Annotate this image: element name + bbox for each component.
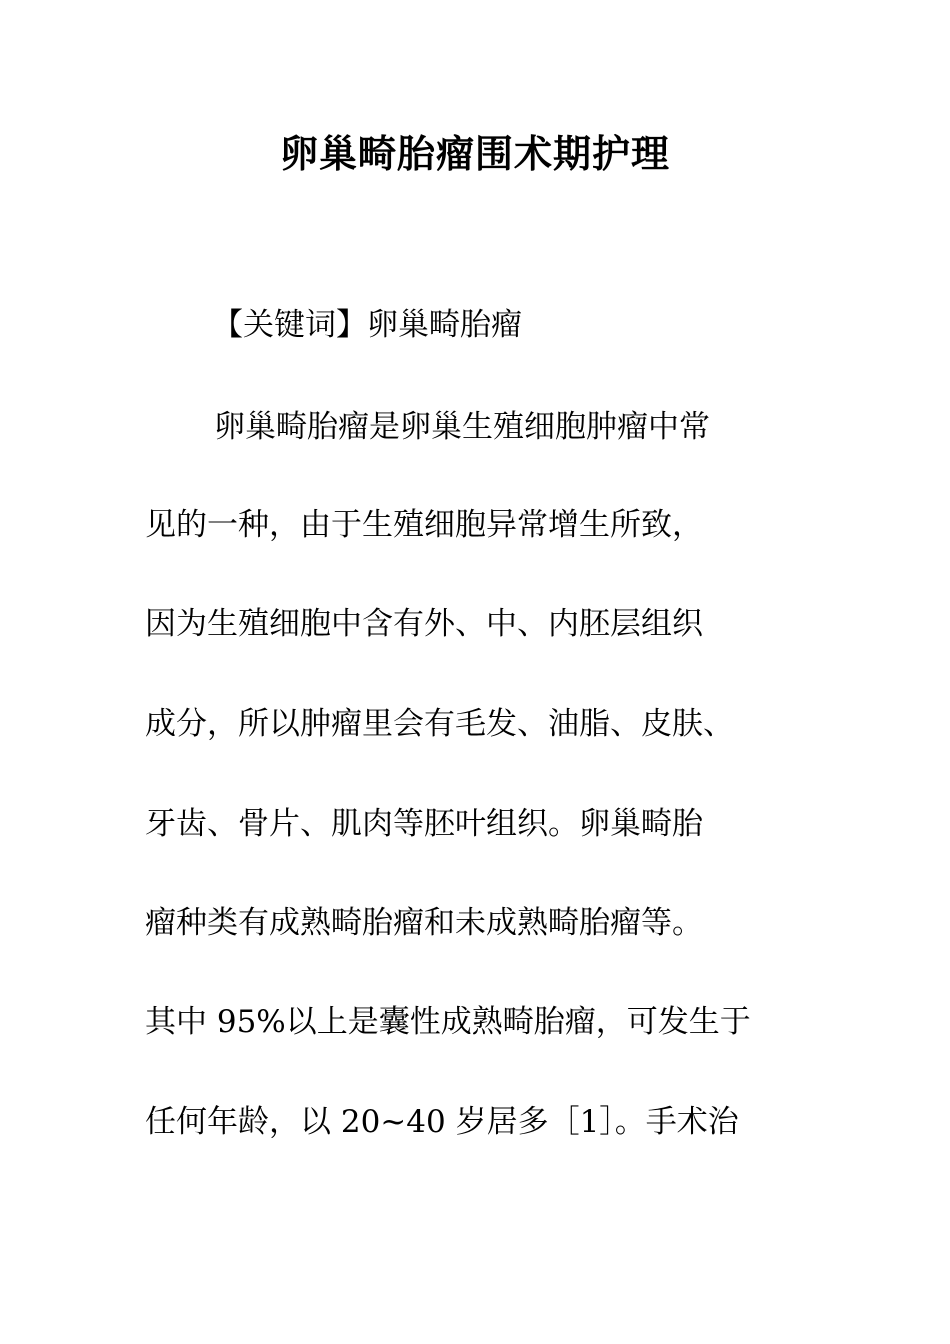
paragraph-line-8: 任何年龄，以 20~40 岁居多［1］。手术治	[145, 1104, 739, 1140]
paragraph-line-1: 卵巢畸胎瘤是卵巢生殖细胞肿瘤中常	[214, 409, 710, 445]
document-title: 卵巢畸胎瘤围术期护理	[279, 131, 670, 176]
paragraph-line-5: 牙齿、骨片、肌肉等胚叶组织。卵巢畸胎	[145, 806, 703, 842]
paragraph-line-4: 成分，所以肿瘤里会有毛发、油脂、皮肤、	[145, 706, 734, 742]
paragraph-line-3: 因为生殖细胞中含有外、中、内胚层组织	[145, 606, 703, 642]
paragraph-line-6: 瘤种类有成熟畸胎瘤和未成熟畸胎瘤等。	[145, 905, 703, 941]
paragraph-line-2: 见的一种，由于生殖细胞异常增生所致，	[145, 507, 703, 543]
paragraph-line-7: 其中 95%以上是囊性成熟畸胎瘤，可发生于	[145, 1004, 751, 1040]
keywords-line: 【关键词】卵巢畸胎瘤	[212, 307, 522, 343]
